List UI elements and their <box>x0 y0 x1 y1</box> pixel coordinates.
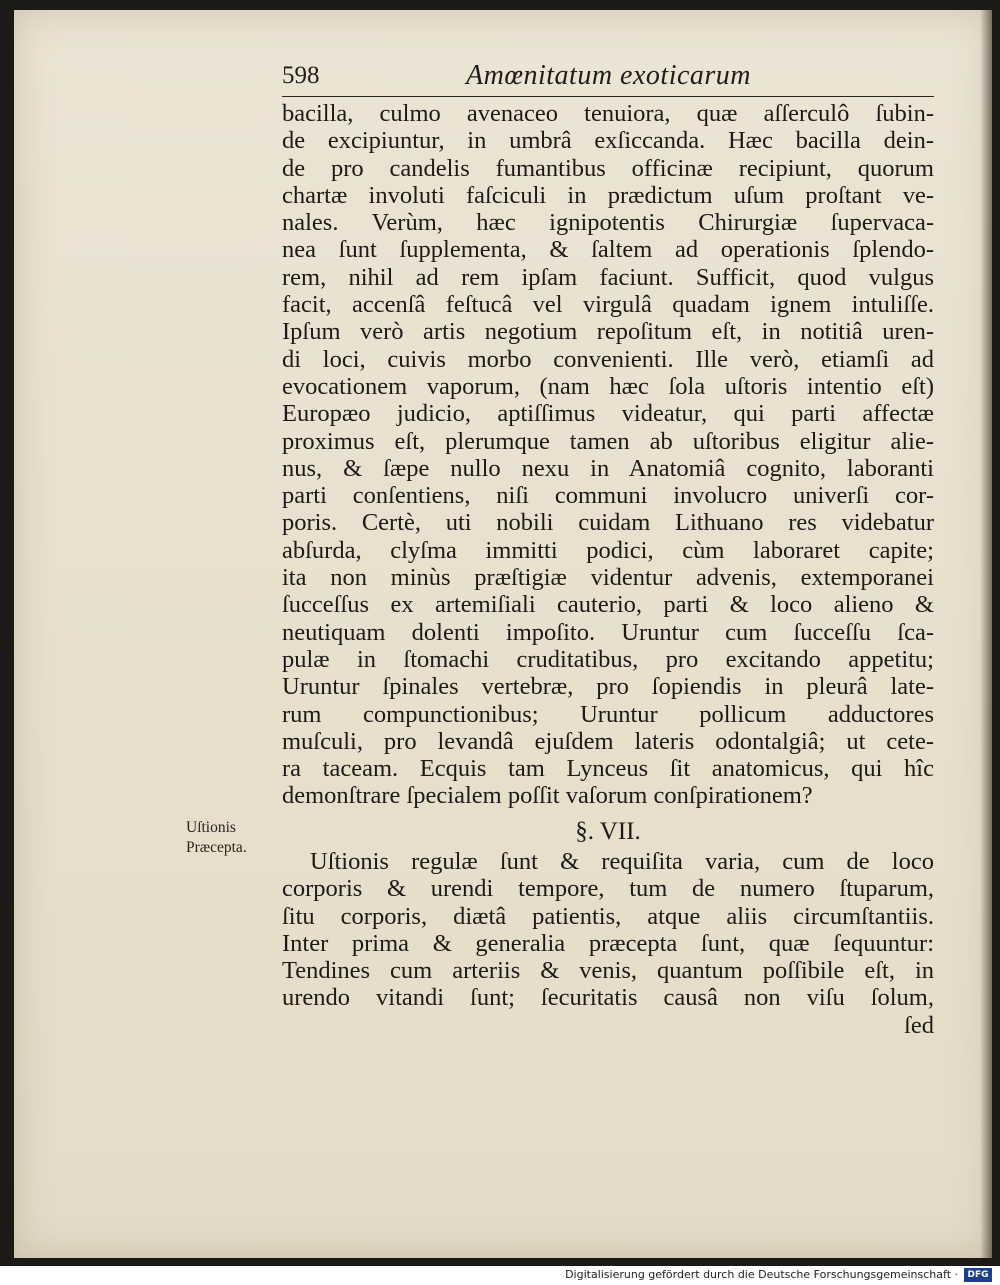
text-line: muſculi, pro levandâ ejuſdem lateris odontalgiâ; ut cete- <box>282 727 934 755</box>
text-line: Inter prima & generalia præcepta ſunt, quæ ſequuntur: <box>282 929 934 957</box>
text-line: de pro candelis fumantibus officinæ recipiunt, quorum <box>282 154 934 182</box>
page-edge-shadow <box>980 10 992 1258</box>
page-header <box>282 62 934 97</box>
text-line: corporis & urendi tempore, tum de numero ſtuparum, <box>282 875 934 903</box>
text-line: urendo vitandi ſunt; ſecuritatis causâ non viſu ſolum, <box>282 984 934 1012</box>
text-line: ſucceſſus ex artemiſiali cauterio, parti & loco alieno & <box>282 591 934 619</box>
margin-note <box>186 818 276 858</box>
text-line: Uruntur ſpinales vertebræ, pro ſopiendis in pleurâ late- <box>282 673 934 701</box>
text-line: ra taceam. Ecquis tam Lynceus ſit anatomicus, qui hîc <box>282 755 934 783</box>
margin-note-line: Uſtionis <box>186 819 236 836</box>
main-text-block <box>282 100 934 810</box>
section-text-block <box>282 848 934 1039</box>
text-line: nus, & ſæpe nullo nexu in Anatomiâ cognito, laboranti <box>282 454 934 482</box>
text-line: parti conſentiens, niſi communi involucro univerſi cor- <box>282 482 934 510</box>
text-line: Europæo judicio, aptiſſimus videatur, qui parti affectæ <box>282 400 934 428</box>
text-line: proximus eſt, plerumque tamen ab uſtoribus eligitur alie- <box>282 427 934 455</box>
text-line: di loci, cuivis morbo convenienti. Ille verò, etiamſi ad <box>282 345 934 373</box>
text-line: Uſtionis regulæ ſunt & requiſita varia, cum de loco <box>310 848 934 875</box>
text-line: abſurda, clyſma immitti podici, cùm laboraret capite; <box>282 536 934 564</box>
text-line: facit, accenſâ feſtucâ vel virgulâ quadam ignem intuliſſe. <box>282 291 934 319</box>
text-line: bacilla, culmo avenaceo tenuiora, quæ aſſerculô ſubin- <box>282 100 934 127</box>
text-line: poris. Certè, uti nobili cuidam Lithuano res videbatur <box>282 509 934 537</box>
text-line: ita non minùs præſtigiæ videntur advenis, extemporanei <box>282 564 934 592</box>
text-line: ſitu corporis, diætâ patientis, atque aliis circumſtantiis. <box>282 902 934 930</box>
margin-note-line: Præcepta. <box>186 839 247 856</box>
text-line: demonſtrare ſpecialem poſſit vaſorum conſpirationem? <box>282 782 813 810</box>
catchword: ſed <box>904 1011 934 1039</box>
footer-bar <box>0 1266 1000 1285</box>
text-line: nea ſunt ſupplementa, & ſaltem ad operationis ſplendo- <box>282 236 934 264</box>
text-line: Tendines cum arteriis & venis, quantum poſſibile eſt, in <box>282 957 934 985</box>
text-line: Ipſum verò artis negotium repoſitum eſt, in notitiâ uren- <box>282 318 934 346</box>
text-line: rem, nihil ad rem ipſam faciunt. Sufficit, quod vulgus <box>282 263 934 291</box>
page-number: 598 <box>282 62 320 89</box>
text-line: rum compunctionibus; Uruntur pollicum adductores <box>282 700 934 728</box>
text-line: nales. Verùm, hæc ignipotentis Chirurgiæ ſupervaca- <box>282 209 934 237</box>
running-title: Amœnitatum exoticarum <box>466 60 752 91</box>
dfg-logo-icon: DFG <box>964 1268 992 1282</box>
text-line: neutiquam dolenti impoſito. Uruntur cum ſucceſſu ſca- <box>282 618 934 646</box>
section-heading: §. VII. <box>575 818 641 845</box>
text-line: chartæ involuti faſciculi in prædictum uſum proſtant ve- <box>282 181 934 209</box>
text-line: pulæ in ſtomachi cruditatibus, pro excitando appetitu; <box>282 645 934 673</box>
text-line: evocationem vaporum, (nam hæc ſola uſtoris intentio eſt) <box>282 372 934 400</box>
footer-credit: Digitalisierung gefördert durch die Deutsche Forschungsgemeinschaft · <box>565 1268 958 1281</box>
text-line: de excipiuntur, in umbrâ exſiccanda. Hæc bacilla dein- <box>282 127 934 155</box>
